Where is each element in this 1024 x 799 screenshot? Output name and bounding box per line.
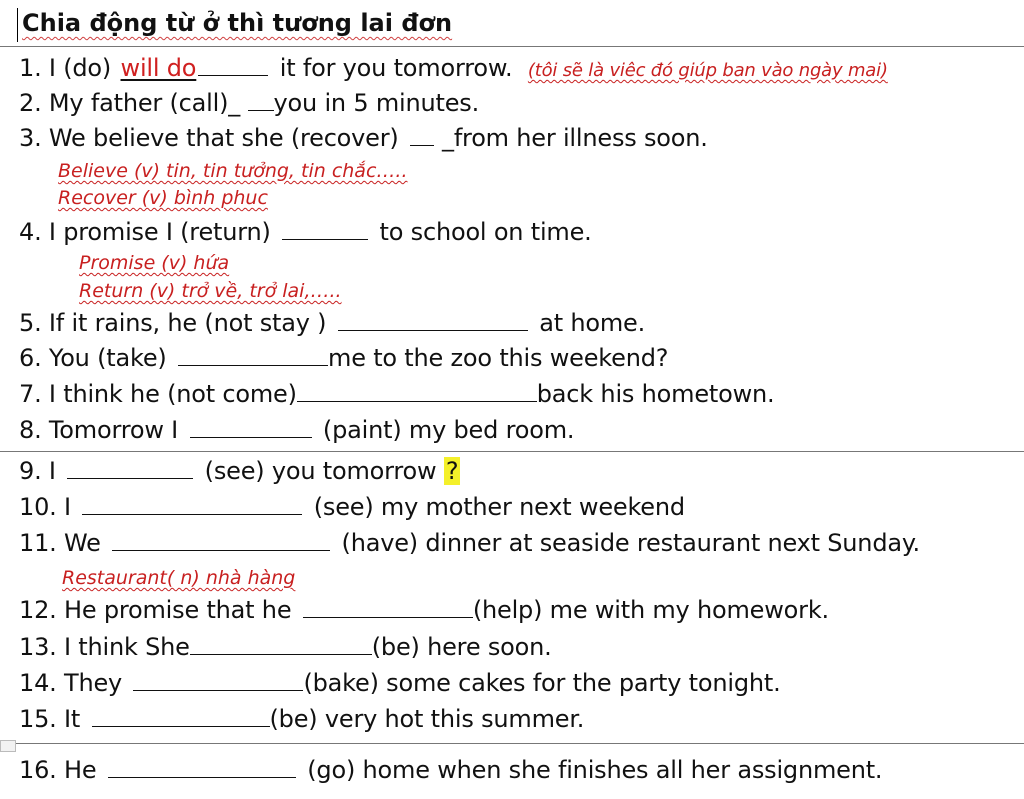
blank-16[interactable] bbox=[108, 776, 296, 778]
question-1: 1. I (do) will do it for you tomorrow. (tôi sẽ là viêc đó giúp ban vào ngày mai) bbox=[19, 54, 888, 82]
question-12: 12. He promise that he (help) me with my homework. bbox=[19, 596, 829, 624]
divider-top bbox=[0, 46, 1024, 47]
divider-mid bbox=[0, 451, 1024, 452]
note-return: Return (v) trở về, trở lai,….. bbox=[79, 280, 342, 302]
question-mark-highlight: ? bbox=[445, 457, 459, 485]
question-7: 7. I think he (not come) back his hometown. bbox=[19, 380, 775, 408]
question-16: 16. He (go) home when she finishes all her assignment. bbox=[19, 756, 883, 784]
blank-14[interactable] bbox=[133, 689, 303, 691]
blank-15[interactable] bbox=[92, 725, 270, 727]
question-5: 5. If it rains, he (not stay ) at home. bbox=[19, 309, 646, 337]
divider-bottom bbox=[0, 743, 1024, 744]
blank-3[interactable] bbox=[410, 144, 434, 146]
blank-11[interactable] bbox=[112, 549, 330, 551]
question-3: 3. We believe that she (recover) _from her illness soon. bbox=[19, 124, 708, 152]
question-14: 14. They (bake) some cakes for the party tonight. bbox=[19, 669, 781, 697]
blank-1-tail bbox=[198, 74, 268, 76]
blank-13[interactable] bbox=[190, 653, 372, 655]
question-2: 2. My father (call)_ you in 5 minutes. bbox=[19, 89, 480, 117]
note-believe: Believe (v) tin, tin tưởng, tin chắc….. bbox=[58, 160, 408, 182]
text-cursor bbox=[17, 8, 18, 42]
blank-4[interactable] bbox=[282, 238, 368, 240]
blank-2[interactable] bbox=[248, 109, 274, 111]
blank-7[interactable] bbox=[297, 400, 537, 402]
question-4: 4. I promise I (return) to school on time. bbox=[19, 218, 592, 246]
question-8: 8. Tomorrow I (paint) my bed room. bbox=[19, 416, 575, 444]
blank-12[interactable] bbox=[303, 616, 473, 618]
blank-9[interactable] bbox=[67, 477, 193, 479]
question-6: 6. You (take) me to the zoo this weekend? bbox=[19, 344, 669, 372]
page-title: Chia động từ ở thì tương lai đơn bbox=[22, 9, 453, 37]
note-restaurant: Restaurant( n) nhà hàng bbox=[62, 567, 296, 589]
blank-6[interactable] bbox=[178, 364, 328, 366]
blank-10[interactable] bbox=[82, 513, 302, 515]
answer-1[interactable]: will do bbox=[120, 54, 197, 82]
note-recover: Recover (v) bình phuc bbox=[58, 187, 268, 209]
blank-8[interactable] bbox=[190, 436, 312, 438]
question-10: 10. I (see) my mother next weekend bbox=[19, 493, 685, 521]
question-15: 15. It (be) very hot this summer. bbox=[19, 705, 585, 733]
note-promise: Promise (v) hứa bbox=[79, 252, 230, 274]
blank-5[interactable] bbox=[338, 329, 528, 331]
question-11: 11. We (have) dinner at seaside restaurant next Sunday. bbox=[19, 529, 920, 557]
question-9: 9. I (see) you tomorrow ? bbox=[19, 457, 459, 485]
translation-1: (tôi sẽ là viêc đó giúp ban vào ngày mai) bbox=[527, 60, 888, 81]
table-marker bbox=[0, 740, 16, 752]
question-13: 13. I think She (be) here soon. bbox=[19, 633, 552, 661]
